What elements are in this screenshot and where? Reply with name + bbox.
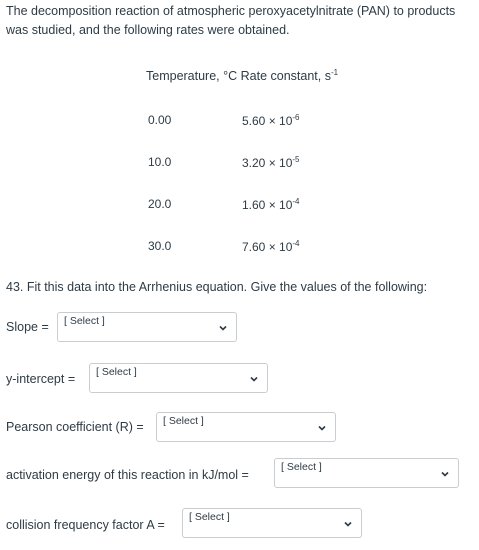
table-cell-rate: $1.60 \times 10^{-4}$ — [242, 197, 300, 212]
collision-frequency-label: collision frequency factor A = — [6, 518, 165, 532]
table-cell-temp: 10.0 — [148, 155, 172, 169]
y-intercept-label: y-intercept = — [6, 372, 76, 386]
table-cell-temp: 30.0 — [148, 239, 172, 253]
activation-energy-label: activation energy of this reaction in kJ/mol = — [6, 468, 249, 482]
chevron-down-icon — [440, 469, 450, 479]
header-temperature: Temperature, °C — [146, 69, 238, 84]
chevron-down-icon — [218, 323, 228, 333]
pearson-select-value: [ Select ] — [163, 415, 204, 427]
table-cell-temp: 20.0 — [148, 197, 172, 211]
table-cell-rate: $5.60 \times 10^{-6}$ — [242, 113, 300, 128]
pearson-select[interactable] — [156, 412, 336, 442]
header-rate-constant: Rate constant, $s^{-1}$ — [240, 68, 339, 84]
intro-line-2: was studied, and the following rates were obtained. — [6, 23, 290, 37]
intro-line-1: The decomposition reaction of atmospheric peroxyacetylnitrate (PAN) to products — [6, 4, 456, 18]
table-cell-temp: 0.00 — [148, 113, 172, 127]
collision-frequency-select[interactable] — [182, 508, 362, 538]
activation-energy-select-value: [ Select ] — [281, 461, 322, 473]
intro-text — [6, 2, 476, 40]
y-intercept-select-value: [ Select ] — [96, 366, 137, 378]
y-intercept-select[interactable] — [89, 363, 268, 393]
question-text: 43. Fit this data into the Arrhenius equation. Give the values of the following: — [6, 280, 428, 294]
table-cell-rate: $7.60 \times 10^{-4}$ — [242, 239, 300, 254]
slope-select-value: [ Select ] — [64, 315, 105, 327]
chevron-down-icon — [343, 519, 353, 529]
slope-select[interactable] — [57, 312, 237, 342]
collision-frequency-select-value: [ Select ] — [189, 511, 230, 523]
activation-energy-select[interactable] — [274, 458, 459, 488]
pearson-label: Pearson coefficient (R) = — [6, 420, 144, 434]
table-cell-rate: $3.20 \times 10^{-5}$ — [242, 155, 300, 170]
slope-label: Slope = — [6, 320, 49, 334]
chevron-down-icon — [317, 423, 327, 433]
chevron-down-icon — [249, 374, 259, 384]
table-header — [146, 68, 338, 83]
